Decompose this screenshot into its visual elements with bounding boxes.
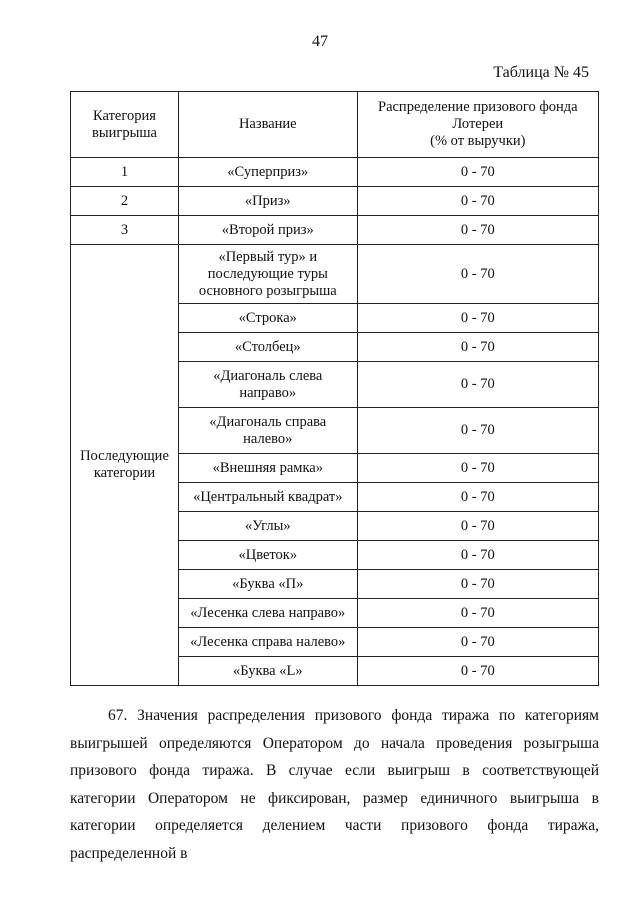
value-cell: 0 - 70 bbox=[357, 454, 598, 483]
value-cell: 0 - 70 bbox=[357, 483, 598, 512]
paragraph-text: 67. Значения распределения призового фонда тиража по категориям выигрышей определяются Оператором до начала проведения розыгрыша призового фонда тиража. В случае если выигрыш в соответствующей категории Оператором не фиксирован, размер единичного выигрыша в категории определяется делением части призового фонда тиража, распределенной в bbox=[70, 707, 599, 862]
table-row bbox=[71, 158, 599, 187]
table-row bbox=[71, 216, 599, 245]
value-cell: 0 - 70 bbox=[357, 628, 598, 657]
name-cell: «Буква «П» bbox=[178, 570, 357, 599]
name-cell: «Строка» bbox=[178, 304, 357, 333]
name-cell: «Суперприз» bbox=[178, 158, 357, 187]
name-cell: «Лесенка справа налево» bbox=[178, 628, 357, 657]
table-row bbox=[71, 245, 599, 304]
value-cell: 0 - 70 bbox=[357, 333, 598, 362]
category-cell: 2 bbox=[71, 187, 179, 216]
value-cell: 0 - 70 bbox=[357, 599, 598, 628]
value-cell: 0 - 70 bbox=[357, 657, 598, 686]
value-cell: 0 - 70 bbox=[357, 216, 598, 245]
name-cell: «Столбец» bbox=[178, 333, 357, 362]
name-cell: «Диагональ справа налево» bbox=[178, 408, 357, 454]
name-cell: «Цветок» bbox=[178, 541, 357, 570]
header-name: Название bbox=[178, 92, 357, 158]
header-category: Категория выигрыша bbox=[71, 92, 179, 158]
name-cell: «Внешняя рамка» bbox=[178, 454, 357, 483]
value-cell: 0 - 70 bbox=[357, 570, 598, 599]
name-cell: «Первый тур» и последующие туры основного розыгрыша bbox=[178, 245, 357, 304]
page-number: 47 bbox=[312, 33, 328, 50]
name-cell: «Второй приз» bbox=[178, 216, 357, 245]
name-cell: «Лесенка слева направо» bbox=[178, 599, 357, 628]
category-cell: 3 bbox=[71, 216, 179, 245]
table-header-row bbox=[71, 92, 599, 158]
value-cell: 0 - 70 bbox=[357, 541, 598, 570]
value-cell: 0 - 70 bbox=[357, 408, 598, 454]
value-cell: 0 - 70 bbox=[357, 245, 598, 304]
value-cell: 0 - 70 bbox=[357, 158, 598, 187]
table-body bbox=[71, 158, 599, 686]
header-distribution: Распределение призового фонда Лотереи (% от выручки) bbox=[357, 92, 598, 158]
name-cell: «Центральный квадрат» bbox=[178, 483, 357, 512]
name-cell: «Углы» bbox=[178, 512, 357, 541]
value-cell: 0 - 70 bbox=[357, 362, 598, 408]
name-cell: «Буква «L» bbox=[178, 657, 357, 686]
prize-distribution-table bbox=[70, 91, 599, 686]
value-cell: 0 - 70 bbox=[357, 512, 598, 541]
paragraph-67 bbox=[70, 702, 599, 868]
value-cell: 0 - 70 bbox=[357, 304, 598, 333]
name-cell: «Диагональ слева направо» bbox=[178, 362, 357, 408]
value-cell: 0 - 70 bbox=[357, 187, 598, 216]
table-title: Таблица № 45 bbox=[493, 64, 589, 81]
subsequent-category-cell: Последующие категории bbox=[71, 245, 179, 686]
name-cell: «Приз» bbox=[178, 187, 357, 216]
category-cell: 1 bbox=[71, 158, 179, 187]
table-row bbox=[71, 187, 599, 216]
